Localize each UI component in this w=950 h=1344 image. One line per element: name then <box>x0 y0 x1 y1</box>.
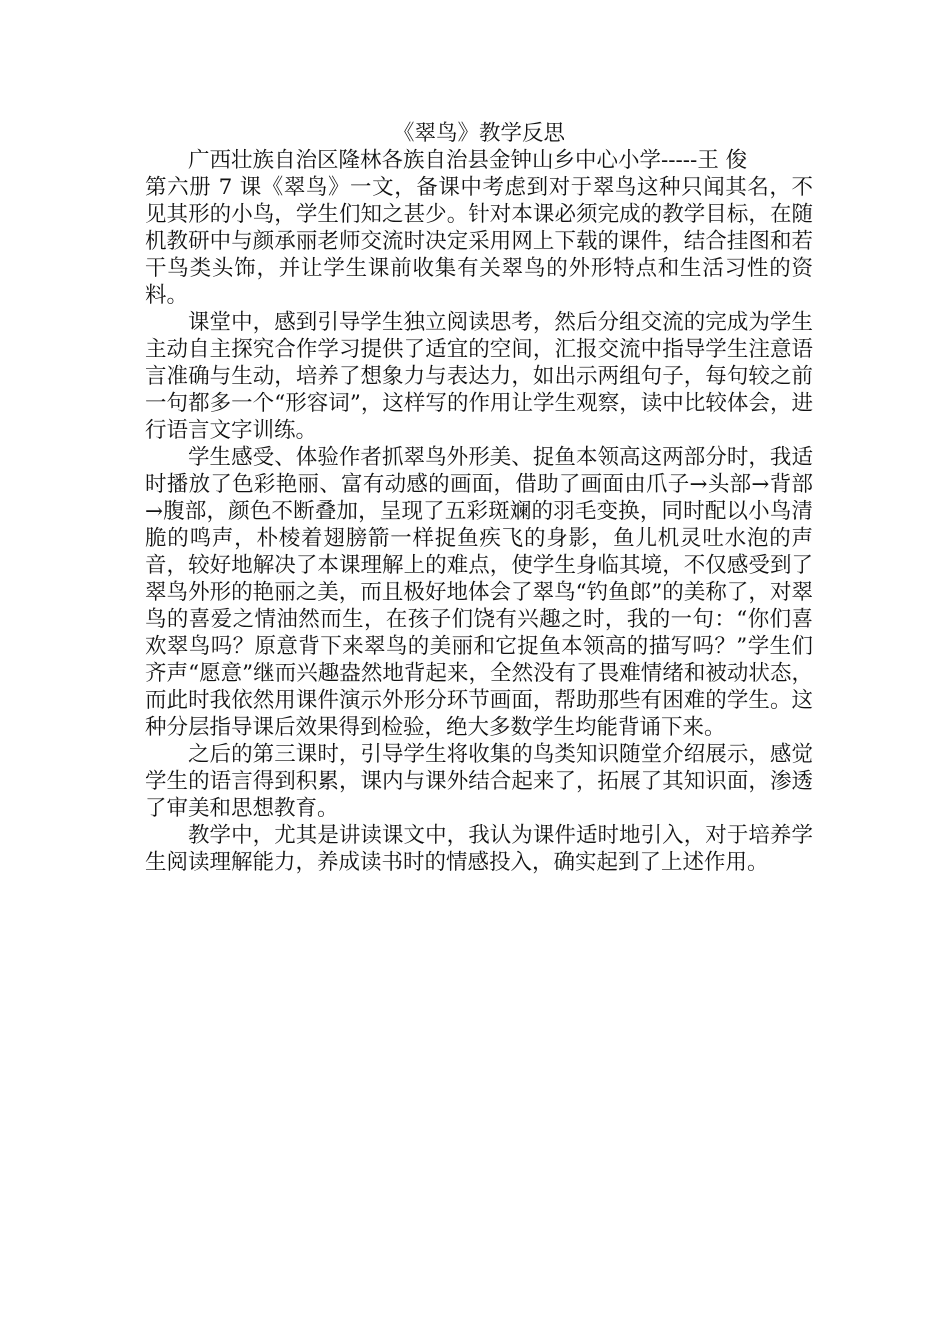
document-page <box>145 120 813 876</box>
paragraph-3: 学生感受、体验作者抓翠鸟外形美、捉鱼本领高这两部分时，我适时播放了色彩艳丽、富有动感的画面，借助了画面由爪子→头部→背部→腹部，颜色不断叠加，呈现了五彩斑斓的羽毛变换，同时配以小鸟清脆的鸣声，朴棱着翅膀箭一样捉鱼疾飞的身影，鱼儿机灵吐水泡的声音，较好地解决了本课理解上的难点，使学生身临其境，不仅感受到了翠鸟外形的艳丽之美，而且极好地体会了翠鸟“钓鱼郎”的美称了，对翠鸟的喜爱之情油然而生，在孩子们饶有兴趣之时，我的一句：“你们喜欢翠鸟吗？原意背下来翠鸟的美丽和它捉鱼本领高的描写吗？”学生们齐声“愿意”继而兴趣盎然地背起来，全然没有了畏难情绪和被动状态，而此时我依然用课件演示外形分环节画面，帮助那些有困难的学生。这种分层指导课后效果得到检验，绝大多数学生均能背诵下来。 <box>145 445 813 740</box>
paragraph-5: 教学中，尤其是讲读课文中，我认为课件适时地引入，对于培养学生阅读理解能力，养成读书时的情感投入，确实起到了上述作用。 <box>145 823 813 875</box>
paragraph-4: 之后的第三课时，引导学生将收集的鸟类知识随堂介绍展示，感觉学生的语言得到积累，课内与课外结合起来了，拓展了其知识面，渗透了审美和思想教育。 <box>145 742 813 821</box>
paragraph-2: 课堂中，感到引导学生独立阅读思考，然后分组交流的完成为学生主动自主探究合作学习提供了适宜的空间，汇报交流中指导学生注意语言准确与生动，培养了想象力与表达力，如出示两组句子，每句较之前一句都多一个“形容词”，这样写的作用让学生观察，读中比较体会，进行语言文字训练。 <box>145 310 813 443</box>
document-title: 《翠鸟》教学反思 <box>392 121 565 146</box>
paragraph-1: 第六册 7 课《翠鸟》一文，备课中考虑到对于翠鸟这种只闻其名，不见其形的小鸟，学生们知之甚少。针对本课必须完成的教学目标，在随机教研中与颜承丽老师交流时决定采用网上下载的课件，结合挂图和若干鸟类头饰，并让学生课前收集有关翠鸟的外形特点和生活习性的资料。 <box>145 175 813 308</box>
author-byline: 广西壮族自治区隆林各族自治县金钟山乡中心小学-----王 俊 <box>188 148 748 173</box>
